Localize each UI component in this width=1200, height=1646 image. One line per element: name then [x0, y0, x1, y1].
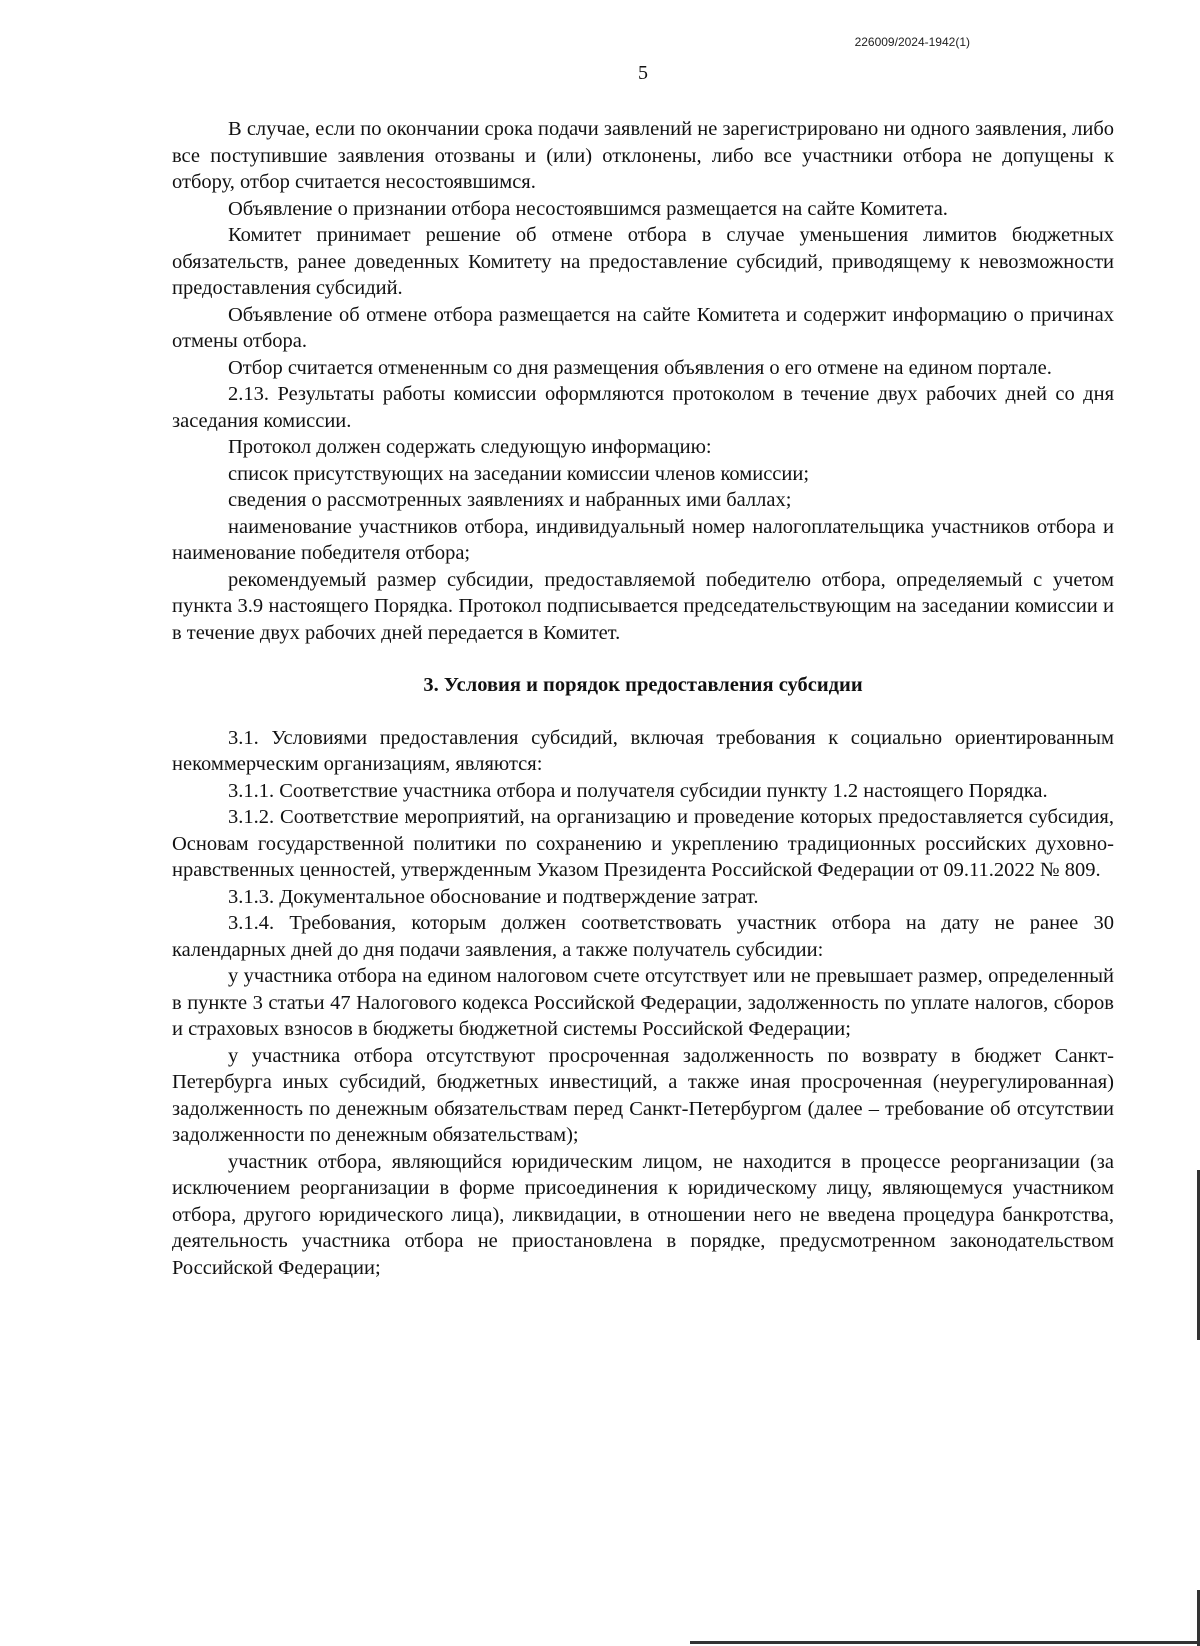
paragraph: у участника отбора отсутствуют просроченная задолженность по возврату в бюджет Санкт-Петербурга иных субсидий, бюджетных инвестиций, а также иная просроченная (неурегулированная) задолженность по денежным обязательствам перед Санкт-Петербургом (далее – требование об отсутствии задолженности по денежным обязательствам);	[172, 1044, 1114, 1146]
paragraph: 3.1. Условиями предоставления субсидий, включая требования к социально ориентированным некоммерческим организациям, являются:	[172, 726, 1114, 775]
paragraph: Объявление о признании отбора несостоявшимся размещается на сайте Комитета.	[228, 197, 948, 220]
paragraph: наименование участников отбора, индивидуальный номер налогоплательщика участников отбора и наименование победителя отбора;	[172, 515, 1114, 564]
paragraph: 3.1.4. Требования, которым должен соответствовать участник отбора на дату не ранее 30 календарных дней до дня подачи заявления, а также получатель субсидии:	[172, 912, 1114, 961]
paragraph: сведения о рассмотренных заявлениях и набранных ими баллах;	[228, 489, 792, 511]
paragraph: Комитет принимает решение об отмене отбора в случае уменьшения лимитов бюджетных обязательств, ранее доведенных Комитету на предоставление субсидий, приводящему к невозможности предоставления субсидий.	[172, 224, 1114, 299]
page-number: 5	[638, 62, 648, 84]
paragraph: Протокол должен содержать следующую информацию:	[228, 436, 712, 458]
section-heading: 3. Условия и порядок предоставления субсидии	[423, 674, 863, 696]
document-body	[172, 116, 1114, 1281]
paragraph: 3.1.2. Соответствие мероприятий, на организацию и проведение которых предоставляется субсидия, Основам государственной политики по сохранению и укреплению традиционных российских духовно-нравственных ценностей, утвержденным Указом Президента Российской Федерации от 09.11.2022 № 809.	[172, 806, 1114, 881]
paragraph: рекомендуемый размер субсидии, предоставляемой победителю отбора, определяемый с учетом пункта 3.9 настоящего Порядка. Протокол подписывается председательствующим на заседании комиссии и в течение двух рабочих дней передается в Комитет.	[172, 568, 1114, 644]
paragraph: 3.1.1. Соответствие участника отбора и получателя субсидии пункту 1.2 настоящего Порядка.	[228, 779, 1048, 802]
paragraph: В случае, если по окончании срока подачи заявлений не зарегистрировано ни одного заявления, либо все поступившие заявления отозваны и (или) отклонены, либо все участники отбора не допущены к отбору, отбор считается несостоявшимся.	[172, 118, 1114, 193]
scan-bottom-line	[690, 1641, 1200, 1644]
paragraph: 3.1.3. Документальное обоснование и подтверждение затрат.	[228, 885, 759, 908]
paragraph: у участника отбора на едином налоговом счете отсутствует или не превышает размер, определенный в пункте 3 статьи 47 Налогового кодекса Российской Федерации, задолженность по уплате налогов, сборов и страховых взносов в бюджеты бюджетной системы Российской Федерации;	[172, 965, 1114, 1040]
paragraph: Объявление об отмене отбора размещается на сайте Комитета и содержит информацию о причинах отмены отбора.	[172, 303, 1114, 352]
paragraph: участник отбора, являющийся юридическим лицом, не находится в процессе реорганизации (за исключением реорганизации в форме присоединения к юридическому лицу, являющемуся участником отбора, другого юридического лица), ликвидации, в отношении него не введена процедура банкротства, деятельность участника отбора не приостановлена в порядке, предусмотренном законодательством Российской Федерации;	[172, 1150, 1114, 1279]
document-id: 226009/2024-1942(1)	[854, 35, 970, 49]
paragraph: список присутствующих на заседании комиссии членов комиссии;	[228, 462, 810, 485]
paragraph: Отбор считается отмененным со дня размещения объявления о его отмене на едином портале.	[228, 356, 1052, 379]
paragraph: 2.13. Результаты работы комиссии оформляются протоколом в течение двух рабочих дней со дня заседания комиссии.	[172, 383, 1114, 432]
